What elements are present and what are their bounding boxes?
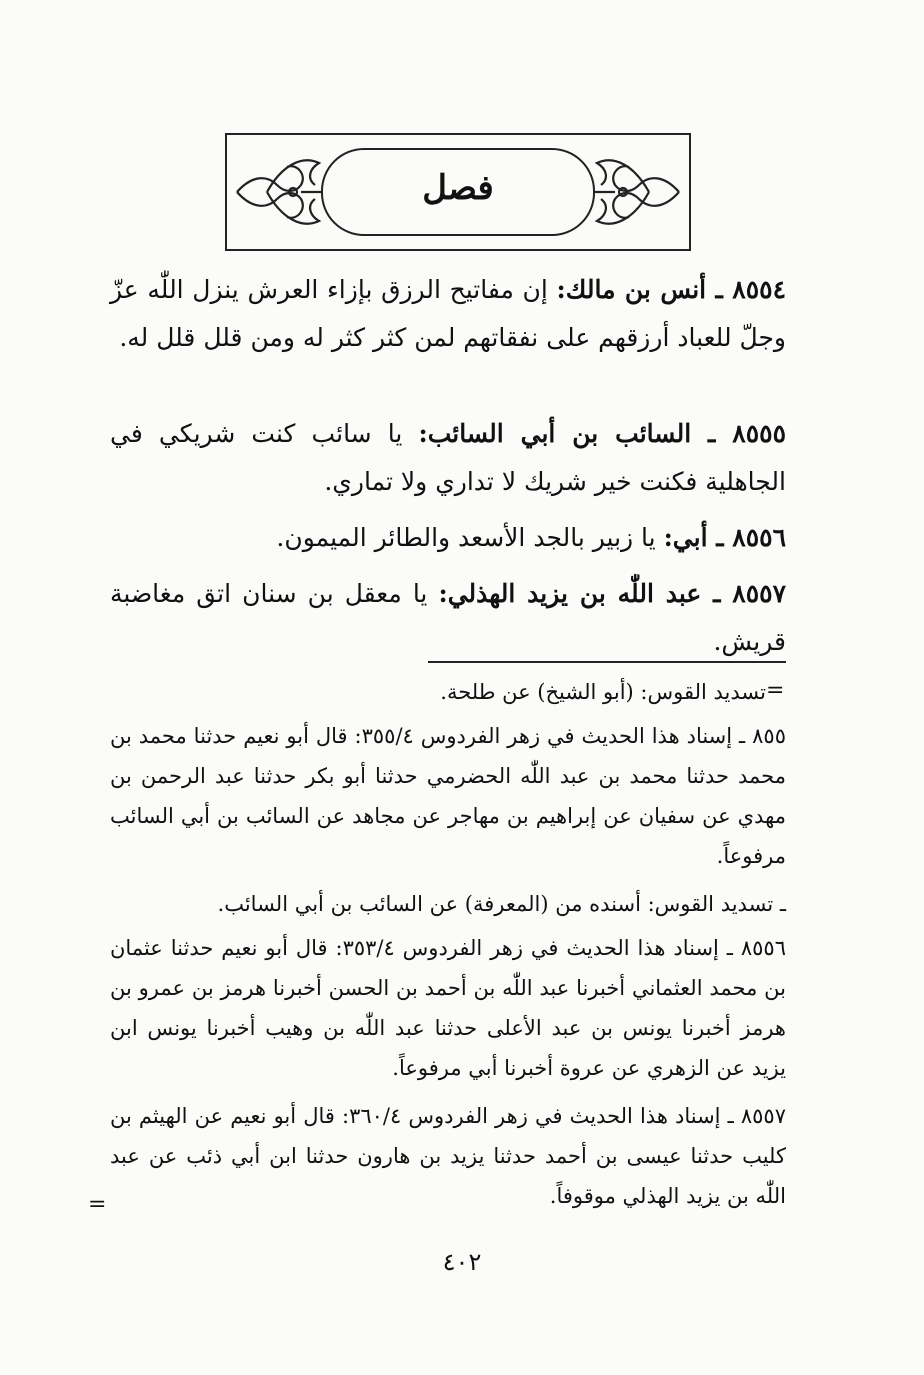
page-number: ٤٠٢: [442, 1248, 482, 1276]
entry-narrator: ٨٥٥٤ ـ أنس بن مالك:: [556, 275, 787, 304]
entry-text: إن مفاتيح الرزق بإزاء العرش ينزل اللّٰه عزّ وجلّ للعباد أرزقهم على نفقاتهم لمن كثر كثر له ومن قلل قلل له.: [110, 275, 786, 352]
entry-narrator: ٨٥٥٥ ـ السائب بن أبي السائب:: [418, 419, 786, 448]
entry-text: يا زبير بالجد الأسعد والطائر الميمون.: [276, 523, 664, 552]
footnote-8555: ٨٥٥ ـ إسناد هذا الحديث في زهر الفردوس ٣٥٥/٤: قال أبو نعيم حدثنا محمد بن محمد حدثنا محمد بن عبد اللّٰه الحضرمي حدثنا أبو بكر حدثنا عبد الرحمن بن مهدي عن سفيان عن إبراهيم بن مهاجر عن مجاهد عن السائب بن أبي السائب مرفوعاً.: [110, 724, 786, 868]
entry-8557: [110, 570, 786, 666]
footnote-8557: ٨٥٥٧ ـ إسناد هذا الحديث في زهر الفردوس ٣٦٠/٤: قال أبو نعيم عن الهيثم بن كليب حدثنا عيسى بن أحمد حدثنا يزيد بن هارون حدثنا ابن أبي ذئب عن عبد اللّٰه بن يزيد الهذلي موقوفاً.: [110, 1104, 786, 1208]
continuation-mark-bottom: =: [88, 1192, 107, 1217]
entry-8556: [110, 514, 786, 562]
entry-text: يا معقل بن سنان اتق مغاضبة قريش.: [110, 579, 786, 656]
footnote-separator: [428, 661, 786, 663]
section-title-frame: [225, 133, 691, 251]
entry-8555: [110, 410, 786, 506]
entry-narrator: ٨٥٥٦ ـ أبي:: [663, 523, 786, 552]
entry-8554: [110, 266, 786, 362]
entry-narrator: ٨٥٥٧ ـ عبد اللّٰه بن يزيد الهذلي:: [438, 579, 786, 608]
continuation-mark-top: =: [766, 678, 785, 703]
entry-text: يا سائب كنت شريكي في الجاهلية فكنت خير شريك لا تداري ولا تماري.: [110, 419, 786, 496]
footnote-8556: ٨٥٥٦ ـ إسناد هذا الحديث في زهر الفردوس ٣٥٣/٤: قال أبو نعيم حدثنا عثمان بن محمد العثماني أخبرنا عبد اللّٰه بن أحمد بن الحسن أخبرنا هرمز بن عمرو بن هرمز أخبرنا يونس بن عبد الأعلى حدثنا عبد اللّٰه بن وهيب أخبرنا يونس ابن يزيد عن الزهري عن عروة أخبرنا أبي مرفوعاً.: [110, 936, 786, 1080]
footnote-tasdid: ـ تسديد القوس: أسنده من (المعرفة) عن السائب بن أبي السائب.: [217, 892, 786, 916]
footnote-0: تسديد القوس: (أبو الشيخ) عن طلحة.: [440, 680, 766, 704]
section-title: فصل: [422, 168, 494, 208]
